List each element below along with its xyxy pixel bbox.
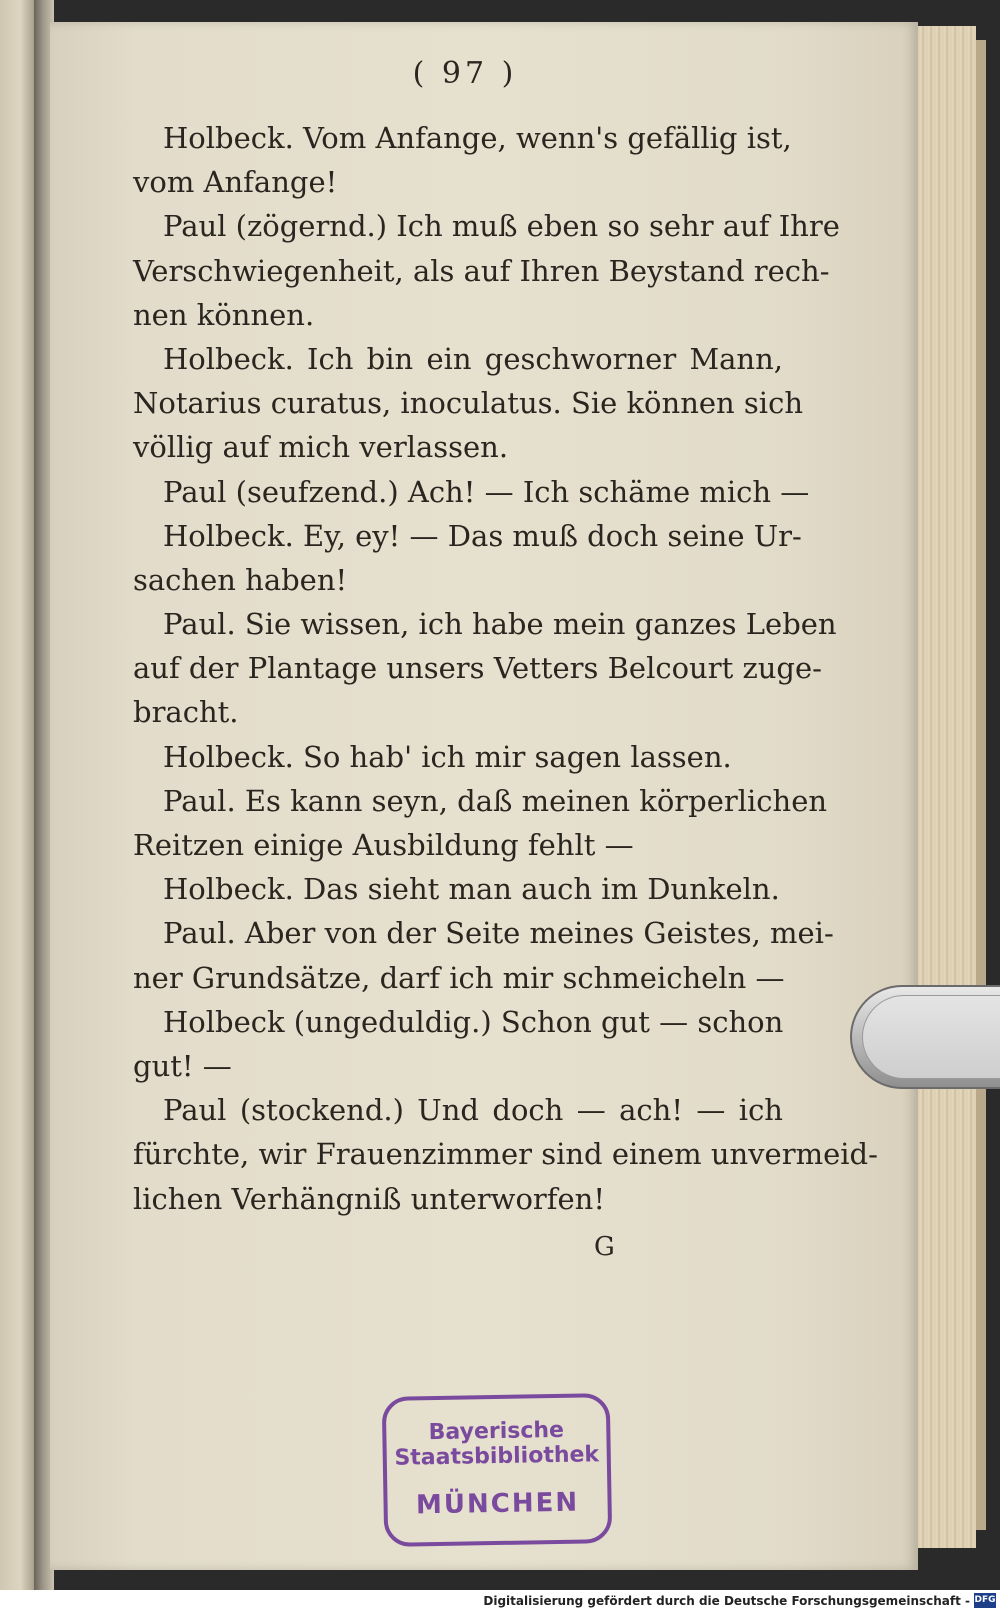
- text-line: Paul (zögernd.) Ich muß eben so sehr auf Ihre: [163, 209, 840, 244]
- footer-credit: Digitalisierung gefördert durch die Deutsche Forschungsgemeinschaft -: [483, 1594, 970, 1608]
- page-text: [133, 116, 878, 1221]
- text-line: Reitzen einige Ausbildung fehlt —: [133, 828, 634, 862]
- text-line: bracht.: [133, 695, 239, 730]
- library-stamp: [382, 1393, 613, 1547]
- text-line: Holbeck (ungeduldig.) Schon gut — schon: [163, 1004, 784, 1039]
- text-line: Holbeck. Ich bin ein geschworner Mann,: [163, 341, 783, 376]
- signature-mark: G: [594, 1232, 615, 1262]
- text-line: lichen Verhängniß unterworfen!: [133, 1181, 605, 1216]
- text-line: auf der Plantage unsers Vetters Belcourt zuge-: [133, 651, 822, 686]
- facing-page-edge: [0, 0, 34, 1590]
- text-line: Paul. Aber von der Seite meines Geistes, mei-: [163, 916, 834, 951]
- page-stack-edge: [918, 26, 976, 1548]
- text-line: Paul (stockend.) Und doch — ach! — ich: [163, 1093, 783, 1128]
- text-line: Paul. Sie wissen, ich habe mein ganzes Leben: [163, 607, 837, 642]
- stamp-line-2: Staatsbibliothek: [394, 1442, 600, 1471]
- text-line: Paul. Es kann seyn, daß meinen körperlichen: [163, 783, 828, 818]
- text-line: Holbeck. Vom Anfange, wenn's gefällig ist,: [163, 121, 792, 155]
- text-line: Holbeck. So hab' ich mir sagen lassen.: [163, 739, 732, 774]
- text-line: nen können.: [133, 297, 315, 332]
- text-line: Paul (seufzend.) Ach! — Ich schäme mich —: [163, 474, 810, 509]
- stamp-line-1: Bayerische: [428, 1417, 565, 1446]
- page-number: ( 97 ): [412, 56, 518, 91]
- text-line: vom Anfange!: [133, 165, 338, 200]
- text-line: fürchte, wir Frauenzimmer sind einem unvermeid-: [133, 1137, 878, 1172]
- text-line: Holbeck. Ey, ey! — Das muß doch seine Ur-: [163, 518, 802, 553]
- stamp-line-3: MÜNCHEN: [415, 1487, 580, 1521]
- text-line: Verschwiegenheit, als auf Ihren Beystand rech-: [133, 253, 830, 288]
- text-line: ner Grundsätze, darf ich mir schmeicheln —: [133, 960, 785, 995]
- dfg-logo-icon: DFG: [974, 1593, 996, 1608]
- text-line: völlig auf mich verlassen.: [133, 430, 509, 465]
- text-line: gut! —: [133, 1048, 232, 1083]
- text-line: sachen haben!: [133, 562, 348, 597]
- text-line: Notarius curatus, inoculatus. Sie können sich: [133, 386, 804, 421]
- text-line: Holbeck. Das sieht man auch im Dunkeln.: [163, 872, 780, 907]
- cover-edge: [976, 40, 986, 1530]
- page-clip-inner: [862, 995, 1000, 1079]
